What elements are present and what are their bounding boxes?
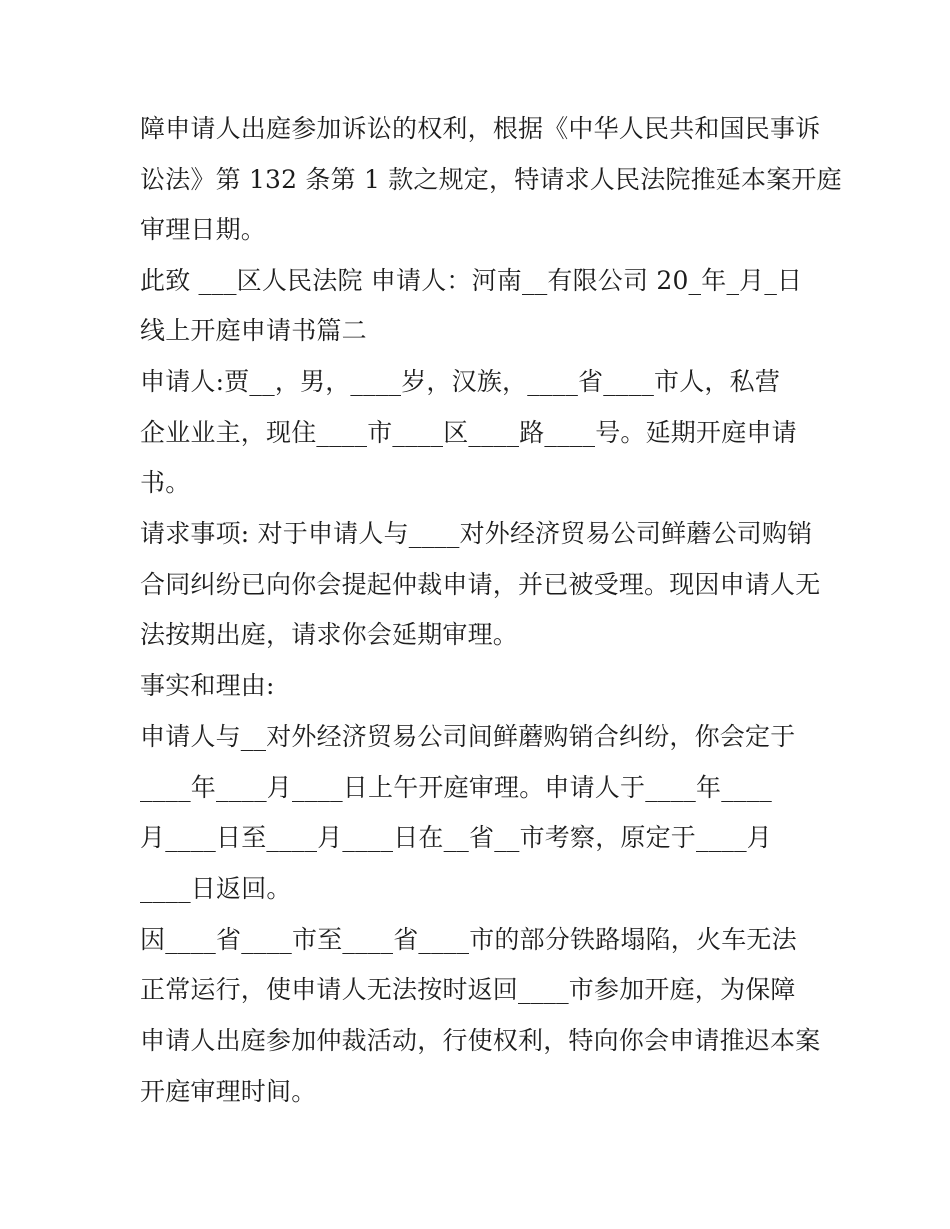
text-line: 申请人与__对外经济贸易公司间鲜蘑购销合纠纷，你会定于 (140, 722, 796, 751)
text-line: 企业业主，现住____市____区____路____号。延期开庭申请 (140, 418, 797, 447)
text-line: 开庭审理时间。 (140, 1077, 317, 1106)
text-line: 申请人出庭参加仲裁活动，行使权利，特向你会申请推迟本案 (140, 1026, 821, 1055)
text-line: 障申请人出庭参加诉讼的权利，根据《中华人民共和国民事诉 (140, 114, 821, 143)
text-line: 正常运行，使申请人无法按时返回____市参加开庭，为保障 (140, 975, 796, 1004)
text-line: ____年____月____日上午开庭审理。申请人于____年____ (140, 773, 773, 802)
text-line: 审理日期。 (140, 215, 267, 244)
text-line: 书。 (140, 468, 191, 497)
text-line: 法按期出庭，请求你会延期审理。 (140, 620, 519, 649)
text-line: 请求事项: 对于申请人与____对外经济贸易公司鲜蘑公司购销 (140, 519, 813, 548)
text-line: 因____省____市至____省____市的部分铁路塌陷，火车无法 (140, 925, 797, 954)
text-line: 申请人:贾__，男，____岁，汉族，____省____市人，私营 (140, 367, 781, 396)
section-heading: 线上开庭申请书篇二 (140, 316, 367, 345)
text-line: 事实和理由: (140, 671, 275, 700)
text-line: 讼法》第 132 条第 1 款之规定，特请求人民法院推延本案开庭 (140, 165, 842, 194)
text-line: 月____日至____月____日在__省__市考察，原定于____月 (140, 823, 773, 852)
text-line: 合同纠纷已向你会提起仲裁申请，并已被受理。现因申请人无 (140, 570, 821, 599)
text-line: ____日返回。 (140, 874, 292, 903)
text-line: 此致 ___区人民法院 申请人：河南__有限公司 20_年_月_日 (140, 266, 803, 295)
